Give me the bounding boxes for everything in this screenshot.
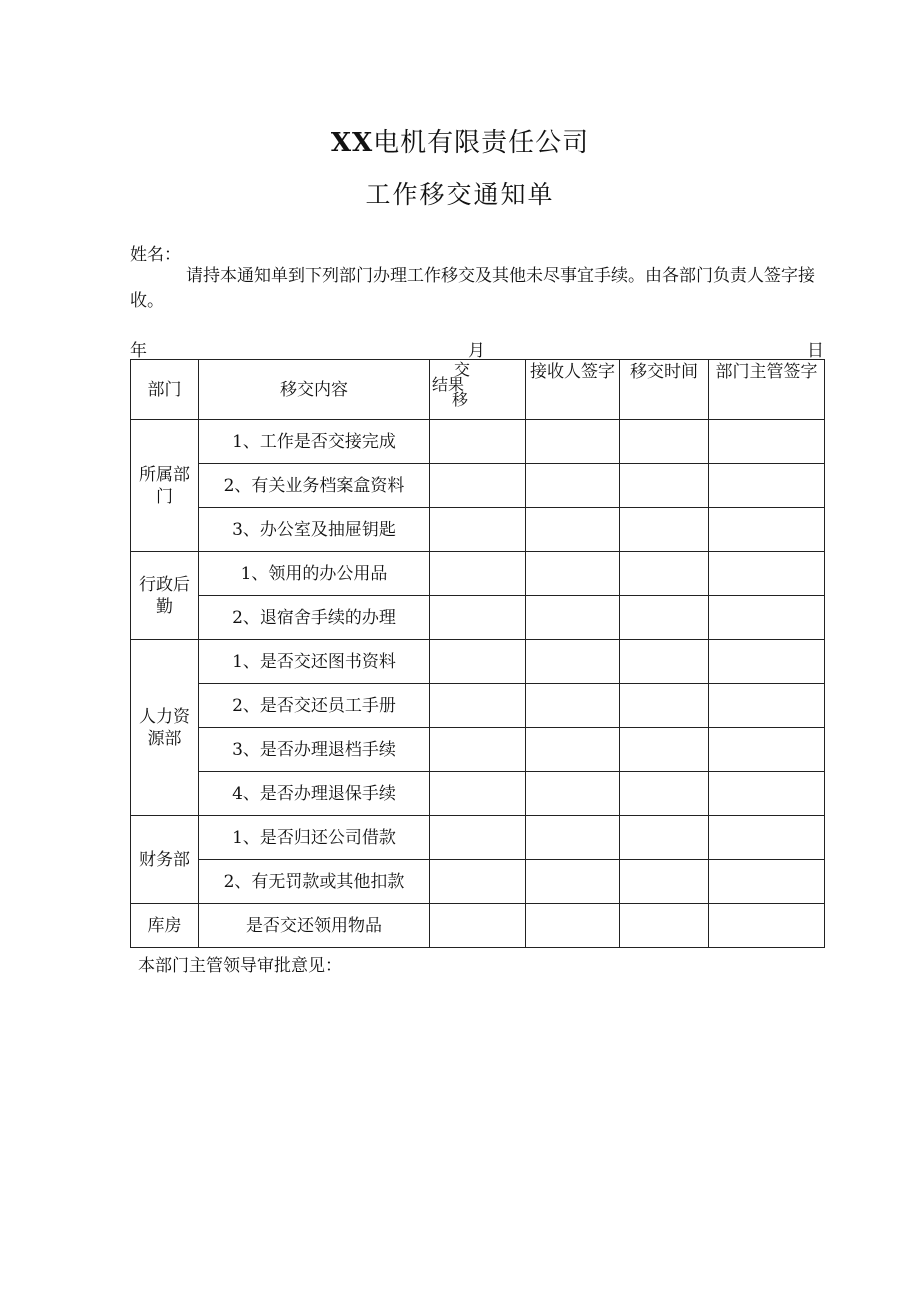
- table-row: [131, 508, 825, 552]
- handover-time-cell[interactable]: [620, 728, 709, 772]
- header-result: [430, 360, 526, 420]
- supervisor-signature-cell[interactable]: [709, 552, 825, 596]
- handover-time-cell[interactable]: [620, 508, 709, 552]
- handover-time-cell[interactable]: [620, 420, 709, 464]
- supervisor-signature-cell[interactable]: [709, 816, 825, 860]
- supervisor-signature-cell[interactable]: [709, 640, 825, 684]
- result-cell[interactable]: [430, 728, 526, 772]
- receiver-signature-cell[interactable]: [526, 684, 620, 728]
- content-cell: 4、是否办理退保手续: [199, 772, 430, 816]
- department-cell: 库房: [131, 904, 199, 948]
- table-header-row: [131, 360, 825, 420]
- handover-time-cell[interactable]: [620, 772, 709, 816]
- receiver-signature-cell[interactable]: [526, 464, 620, 508]
- company-title: [0, 122, 920, 159]
- receiver-signature-cell[interactable]: [526, 640, 620, 684]
- instruction-text: 请持本通知单到下列部门办理工作移交及其他未尽事宜手续。由各部门负责人签字接收。: [130, 266, 815, 311]
- content-cell: 3、是否办理退档手续: [199, 728, 430, 772]
- header-department: 部门: [131, 360, 199, 420]
- result-cell[interactable]: [430, 640, 526, 684]
- table-row: [131, 552, 825, 596]
- supervisor-signature-cell[interactable]: [709, 728, 825, 772]
- receiver-signature-cell[interactable]: [526, 904, 620, 948]
- table-row: [131, 596, 825, 640]
- header-result-line2: 结果: [432, 375, 465, 394]
- receiver-signature-cell[interactable]: [526, 772, 620, 816]
- table-row: [131, 640, 825, 684]
- supervisor-signature-cell[interactable]: [709, 420, 825, 464]
- result-cell[interactable]: [430, 772, 526, 816]
- result-cell[interactable]: [430, 596, 526, 640]
- handover-time-cell[interactable]: [620, 684, 709, 728]
- handover-time-cell[interactable]: [620, 596, 709, 640]
- company-name: 电机有限责任公司: [373, 128, 590, 158]
- company-prefix: XX: [330, 128, 374, 158]
- date-year-label: 年: [130, 341, 147, 361]
- supervisor-signature-cell[interactable]: [709, 596, 825, 640]
- header-receiver: 接收人签字: [526, 360, 620, 420]
- receiver-signature-cell[interactable]: [526, 552, 620, 596]
- header-content: 移交内容: [199, 360, 430, 420]
- result-cell[interactable]: [430, 552, 526, 596]
- receiver-signature-cell[interactable]: [526, 420, 620, 464]
- department-cell: 财务部: [131, 816, 199, 904]
- result-cell[interactable]: [430, 420, 526, 464]
- handover-time-cell[interactable]: [620, 552, 709, 596]
- content-cell: 3、办公室及抽屉钥匙: [199, 508, 430, 552]
- table-row: [131, 728, 825, 772]
- header-time: 移交时间: [620, 360, 709, 420]
- table-row: [131, 464, 825, 508]
- content-cell: 是否交还领用物品: [199, 904, 430, 948]
- result-cell[interactable]: [430, 860, 526, 904]
- department-cell: 所属部门: [131, 420, 199, 552]
- table-row: [131, 904, 825, 948]
- supervisor-signature-cell[interactable]: [709, 772, 825, 816]
- result-cell[interactable]: [430, 684, 526, 728]
- supervisor-signature-cell[interactable]: [709, 684, 825, 728]
- receiver-signature-cell[interactable]: [526, 816, 620, 860]
- supervisor-signature-cell[interactable]: [709, 464, 825, 508]
- handover-time-cell[interactable]: [620, 640, 709, 684]
- header-result-line1: 交: [454, 360, 471, 379]
- approval-label: 本部门主管领导审批意见：: [138, 956, 342, 976]
- handover-time-cell[interactable]: [620, 464, 709, 508]
- result-cell[interactable]: [430, 508, 526, 552]
- supervisor-signature-cell[interactable]: [709, 860, 825, 904]
- department-cell: 人力资源部: [131, 640, 199, 816]
- content-cell: 2、是否交还员工手册: [199, 684, 430, 728]
- table-row: [131, 420, 825, 464]
- content-cell: 2、有关业务档案盒资料: [199, 464, 430, 508]
- table-row: [131, 684, 825, 728]
- form-title: 工作移交通知单: [365, 180, 555, 209]
- handover-time-cell[interactable]: [620, 860, 709, 904]
- result-cell[interactable]: [430, 464, 526, 508]
- header-supervisor: 部门主管签字: [709, 360, 825, 420]
- content-cell: 1、是否归还公司借款: [199, 816, 430, 860]
- content-cell: 1、领用的办公用品: [199, 552, 430, 596]
- table-row: [131, 860, 825, 904]
- content-cell: 2、退宿舍手续的办理: [199, 596, 430, 640]
- name-label: 姓名：: [130, 245, 181, 265]
- department-cell: 行政后勤: [131, 552, 199, 640]
- supervisor-signature-cell[interactable]: [709, 508, 825, 552]
- date-day-label: 日: [807, 341, 824, 361]
- receiver-signature-cell[interactable]: [526, 596, 620, 640]
- result-cell[interactable]: [430, 904, 526, 948]
- receiver-signature-cell[interactable]: [526, 728, 620, 772]
- table-row: [131, 816, 825, 860]
- content-cell: 2、有无罚款或其他扣款: [199, 860, 430, 904]
- receiver-signature-cell[interactable]: [526, 860, 620, 904]
- receiver-signature-cell[interactable]: [526, 508, 620, 552]
- handover-time-cell[interactable]: [620, 904, 709, 948]
- date-month-label: 月: [468, 341, 485, 361]
- handover-time-cell[interactable]: [620, 816, 709, 860]
- content-cell: 1、工作是否交接完成: [199, 420, 430, 464]
- instruction-paragraph: [130, 264, 830, 314]
- handover-table: [130, 359, 825, 948]
- date-line: [130, 336, 824, 361]
- table-row: [131, 772, 825, 816]
- content-cell: 1、是否交还图书资料: [199, 640, 430, 684]
- header-result-line3: 移: [452, 390, 469, 409]
- supervisor-signature-cell[interactable]: [709, 904, 825, 948]
- result-cell[interactable]: [430, 816, 526, 860]
